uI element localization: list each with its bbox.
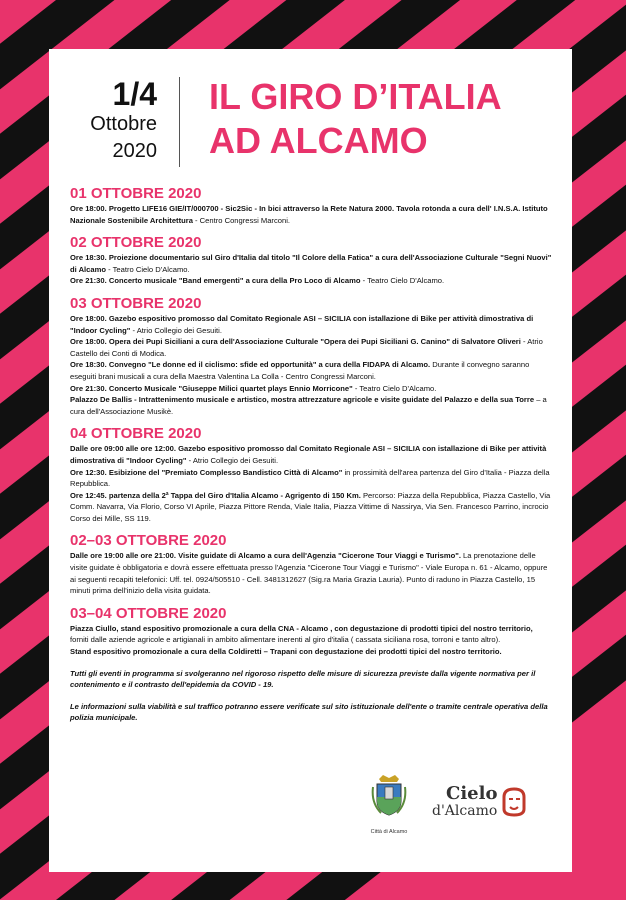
program-note: Le informazioni sulla viabilità e sul traffico potranno essere verificate sul sito istituzionale dell'ente o tramite centrale operativa della polizia municipale.	[70, 701, 548, 723]
date-range: 1/4	[112, 76, 157, 112]
cielo-logo-line1: Cielo	[446, 783, 498, 804]
title-line-1: IL GIRO D’ITALIA	[209, 76, 502, 117]
event-details: in prossimità dell'area partenza del Giro d'Italia - Piazza della Repubblica.	[70, 467, 550, 489]
section-date-heading: 02–03 OTTOBRE 2020	[70, 532, 227, 550]
event-item	[70, 646, 552, 658]
program-content	[70, 185, 552, 724]
event-headline: Ore 21:30. Concerto musicale "Band emergenti" a cura della Pro Loco di Alcamo	[70, 276, 361, 286]
program-sections	[70, 185, 552, 658]
crest-caption: Città di Alcamo	[370, 829, 408, 835]
event-headline: Ore 12:45. partenza della 2ª Tappa del Giro d'Italia Alcamo - Agrigento di 150 Km.	[70, 490, 361, 500]
poster-title	[209, 75, 502, 163]
program-notes	[70, 668, 552, 724]
event-details: La prenotazione delle visite guidate è obbligatoria e dovrà essere effettuata presso l'Agenzia "Cicerone Tour Viaggi e Turismo" - Viale Europa n. 61 - Alcamo, oppure ai seguenti recapiti telefonici: Uff. tel. 0924/505510 - Cell. 3481312627 (Sig.ra Maria Grazia Lauria). Punto di raduno in Piazza Castello, 15 minuti prima dell'inizio della visita guidata.	[70, 551, 548, 596]
event-item	[70, 383, 552, 395]
event-item	[70, 359, 552, 382]
program-section	[70, 185, 552, 226]
event-headline: Ore 18:00. Gazebo espositivo promosso dal Comitato Regionale ASI – SICILIA con istallazione di Bike per attività dimostrativa di "Indoor Cycling"	[70, 313, 534, 335]
event-details: - Teatro Cielo D'Alcamo.	[106, 264, 190, 274]
program-section	[70, 234, 552, 287]
event-details: - Teatro Cielo D'Alcamo.	[352, 383, 437, 393]
event-item	[70, 275, 552, 287]
event-details: - Teatro Cielo D'Alcamo.	[360, 276, 445, 286]
section-date-heading: 01 OTTOBRE 2020	[70, 185, 202, 202]
program-section	[70, 605, 552, 658]
event-headline: Ore 18:30. Proiezione documentario sul Giro d'Italia dal titolo "Il Colore della Fatica" a cura dell'Associazione Culturale "Segni Nuovi" di Alcamo	[70, 253, 552, 274]
title-line-2: AD ALCAMO	[209, 120, 428, 161]
event-item	[70, 313, 552, 336]
event-headline: Stand espositivo promozionale a cura della Coldiretti – Trapani con degustazione dei prodotti tipici del nostro territorio.	[70, 647, 502, 657]
event-item	[70, 203, 552, 226]
event-details: - Atrio Collegio dei Gesuiti.	[186, 455, 279, 465]
event-details: - Atrio Castello dei Conti di Modica.	[70, 337, 543, 358]
event-item	[70, 467, 552, 490]
event-headline: Ore 12:30. Esibizione del "Premiato Complesso Bandistico Città di Alcamo"	[70, 467, 343, 477]
date-month: Ottobre	[90, 113, 157, 135]
event-item	[70, 443, 552, 466]
event-headline: Dalle ore 19:00 alle ore 21:00. Visite guidate di Alcamo a cura dell'Agenzia "Cicerone Tour Viaggi e Turismo".	[70, 551, 461, 561]
event-item	[70, 623, 552, 646]
event-headline: Palazzo De Ballis - Intrattenimento musicale e artistico, mostra attrezzature agricole e visite guidate del Palazzo e della sua Torre	[70, 395, 535, 405]
event-details: Percorso: Piazza della Repubblica, Piazza Castello, Via Comm. Navarra, Via Florio, Corso VI Aprile, Piazza Pittore Renda, Viale Italia, Piazza Vittime di Nassirya, Via Sen. Francesco Parrino, incrocio Corso dei Mille, SS 119.	[70, 490, 551, 523]
header-divider	[179, 77, 180, 167]
cielo-logo	[432, 785, 542, 825]
event-details: - Atrio Collegio dei Gesuiti.	[130, 325, 222, 335]
date-year: 2020	[112, 140, 157, 162]
event-details: – a cura dell'Associazione Musikè.	[70, 395, 547, 416]
logo-area	[49, 769, 572, 869]
event-details: Durante il convegno saranno eseguiti brani musicali a cura della Maestra Valentina La Colla - Centro Congressi Marconi.	[70, 360, 530, 381]
event-headline: Ore 18:00. Progetto LIFE16 GIE/IT/000700 - Sic2Sic - In bici attraverso la Rete Natura 2000. Tavola rotonda a cura dell' I.N.S.A. Istituto Nazionale Sostenibile Architettura	[70, 204, 548, 225]
event-item	[70, 394, 552, 417]
event-item	[70, 490, 552, 525]
event-details: - Centro Congressi Marconi.	[192, 215, 291, 225]
event-headline: Dalle ore 09:00 alle ore 12:00. Gazebo espositivo promosso dal Comitato Regionale ASI – SICILIA con istallazione di Bike per attività dimostrativa di "Indoor Cycling"	[70, 444, 547, 465]
event-item	[70, 252, 552, 275]
program-note: Tutti gli eventi in programma si svolgeranno nel rigoroso rispetto delle misure di sicurezza previste dalla vigente normativa per il contenimento e il contrasto dell'epidemia da COVID - 19.	[70, 668, 536, 690]
program-section	[70, 532, 552, 596]
poster-panel	[49, 49, 572, 872]
program-section	[70, 295, 552, 417]
date-block	[49, 77, 157, 165]
section-date-heading: 04 OTTOBRE 2020	[70, 425, 202, 443]
section-date-heading: 03–04 OTTOBRE 2020	[70, 604, 227, 622]
cielo-logo-line2: d'Alcamo	[432, 803, 498, 819]
event-item	[70, 336, 552, 359]
program-section	[70, 425, 552, 524]
event-headline: Ore 18:30. Convegno "Le donne ed il ciclismo: sfide ed opportunità" a cura della FIDAPA di Alcamo.	[70, 360, 431, 370]
section-date-heading: 03 OTTOBRE 2020	[70, 294, 202, 312]
theatre-logo-icon	[500, 787, 528, 817]
event-headline: Ore 18:00. Opera dei Pupi Siciliani a cura dell'Associazione Culturale "Opera dei Pupi Siciliani G. Canino" di Salvatore Oliveri	[70, 337, 521, 347]
event-item	[70, 550, 552, 596]
event-headline: Piazza Ciullo, stand espositivo promozionale a cura della CNA - Alcamo , con degustazione di prodotti tipici del nostro territorio,	[70, 623, 533, 633]
event-headline: Ore 21:30. Concerto Musicale "Giuseppe Milici quartet plays Ennio Morricone"	[70, 383, 353, 393]
section-date-heading: 02 OTTOBRE 2020	[70, 234, 202, 252]
event-details: forniti dalle aziende agricole e artigianali in ambito alimentare inerenti al giro d'italia ( cassata siciliana rosa, torroni e tanto altro).	[70, 635, 501, 645]
coat-of-arms-icon	[371, 773, 407, 817]
